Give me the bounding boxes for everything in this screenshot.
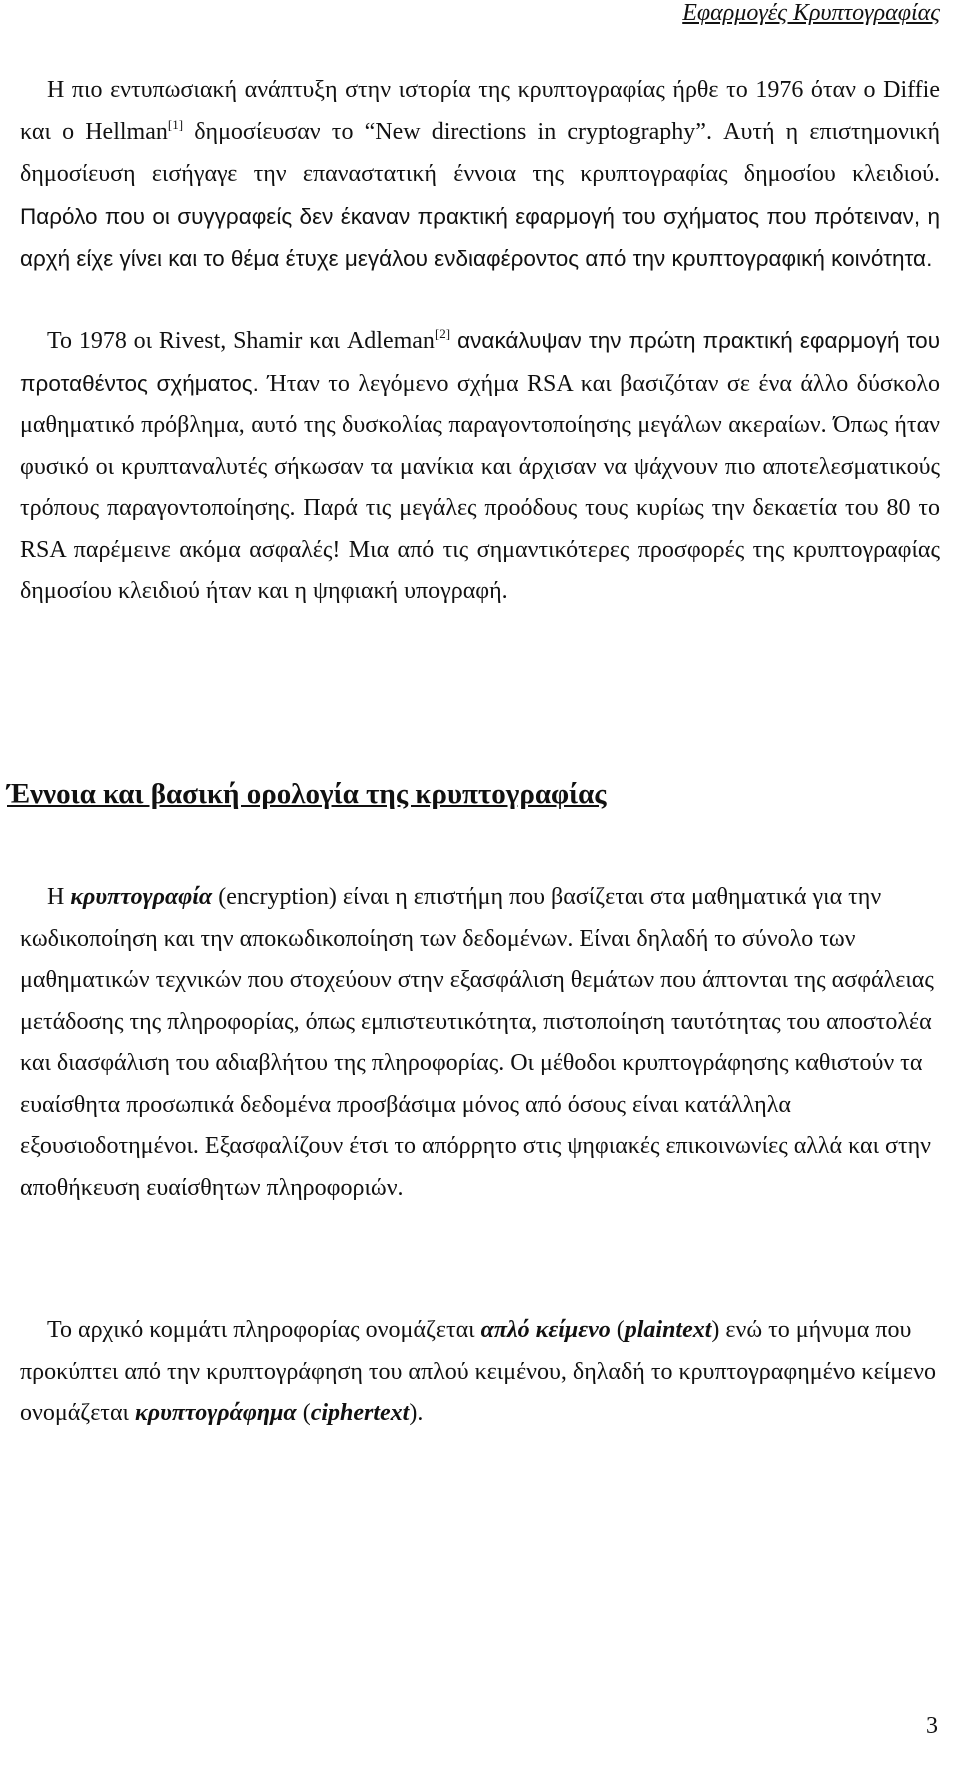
paragraph-plaintext-ciphertext: [20, 1310, 940, 1435]
text-run: ) ενώ το μήνυμα που προκύπτει από την κρυπτογράφηση του απλού κειμένου, δηλαδή το κρυπτογραφημένο κείμενο ονομάζεται: [20, 1317, 936, 1426]
term-plaintext-en: plaintext: [624, 1317, 712, 1343]
text-run: (: [296, 1400, 311, 1426]
paragraph-intro-diffie-hellman: [20, 70, 940, 281]
running-header: Εφαρμογές Κρυπτογραφίας: [682, 0, 940, 26]
text-run-sans: ανακάλυψαν την πρώτη πρακτική εφαρμογή του προταθέντος σχήματος.: [20, 328, 941, 396]
text-run: Το αρχικό κομμάτι πληροφορίας ονομάζεται: [47, 1317, 481, 1343]
page-number: 3: [926, 1713, 938, 1739]
term-plaintext-gr: απλό κείμενο: [480, 1317, 611, 1343]
section-heading: Έννοια και βασική ορολογία της κρυπτογραφίας: [7, 778, 607, 810]
term-ciphertext-en: ciphertext: [310, 1400, 410, 1426]
text-run: Ήταν το λεγόμενο σχήμα RSA και βασιζόταν σε ένα άλλο δύσκολο μαθηματικό πρόβλημα, αυτό της δυσκολίας παραγοντοποίησης μεγάλων ακεραίων. Όπως ήταν φυσικό οι κρυπταναλυτές σήκωσαν τα μανίκια και άρχισαν να ψάχνουν πιο αποτελεσματικούς τρόπους παραγοντοποίησης. Παρά τις μεγάλες προόδους τους κυρίως την δεκαετία του 80 το RSA παρέμεινε ακόμα ασφαλές! Μια από τις σημαντικότερες προσφορές της κρυπτογραφίας δημοσίου κλειδιού ήταν και η ψηφιακή υπογραφή.: [20, 370, 940, 604]
text-run: (: [610, 1317, 625, 1343]
term-cryptography: κρυπτογραφία: [70, 884, 213, 910]
text-run: Η: [47, 884, 71, 910]
text-run-sans: Παρόλο που οι συγγραφείς δεν έκαναν πρακτική εφαρμογή του σχήματος που πρότειναν, η αρχή είχε γίνει και το θέμα έτυχε μεγάλου ενδιαφέροντος από την κρυπτογραφική κοινότητα.: [20, 203, 940, 271]
text-run: Το 1978 οι Rivest, Shamir και Adleman: [47, 328, 435, 354]
citation-1: [1]: [167, 116, 184, 132]
text-run: ).: [409, 1400, 424, 1426]
paragraph-cryptography-definition: [20, 877, 940, 1209]
text-run: δημοσίευσαν το “New directions in cryptography”. Αυτή η επιστημονική δημοσίευση εισήγαγε την επαναστατική έννοια της κρυπτογραφίας δημοσίου κλειδιού.: [20, 118, 940, 187]
text-run: (encryption) είναι η επιστήμη που βασίζεται στα μαθηματικά για την κωδικοποίηση και την αποκωδικοποίηση των δεδομένων. Είναι δηλαδή το σύνολο των μαθηματικών τεχνικών που στοχεύουν στην εξασφάλιση θεμάτων που άπτονται της ασφάλειας μετάδοσης της πληροφορίας, όπως εμπιστευτικότητα, πιστοποίηση ταυτότητας του αποστολέα και διασφάλιση του αδιαβλήτου της πληροφορίας. Οι μέθοδοι κρυπτογράφησης καθιστούν τα ευαίσθητα προσωπικά δεδομένα προσβάσιμα μόνος από όσους είναι κατάλληλα εξουσιοδοτημένοι. Εξασφαλίζουν έτσι το απόρρητο στις ψηφιακές επικοινωνίες αλλά και στην αποθήκευση ευαίσθητων πληροφοριών.: [20, 884, 934, 1201]
term-ciphertext-gr: κρυπτογράφημα: [134, 1400, 297, 1426]
text-run: Η πιο εντυπωσιακή ανάπτυξη στην ιστορία της κρυπτογραφίας ήρθε το 1976 όταν ο Diffie και ο Hellman: [20, 77, 940, 145]
paragraph-rsa: [20, 320, 940, 613]
citation-2: [2]: [434, 326, 451, 341]
